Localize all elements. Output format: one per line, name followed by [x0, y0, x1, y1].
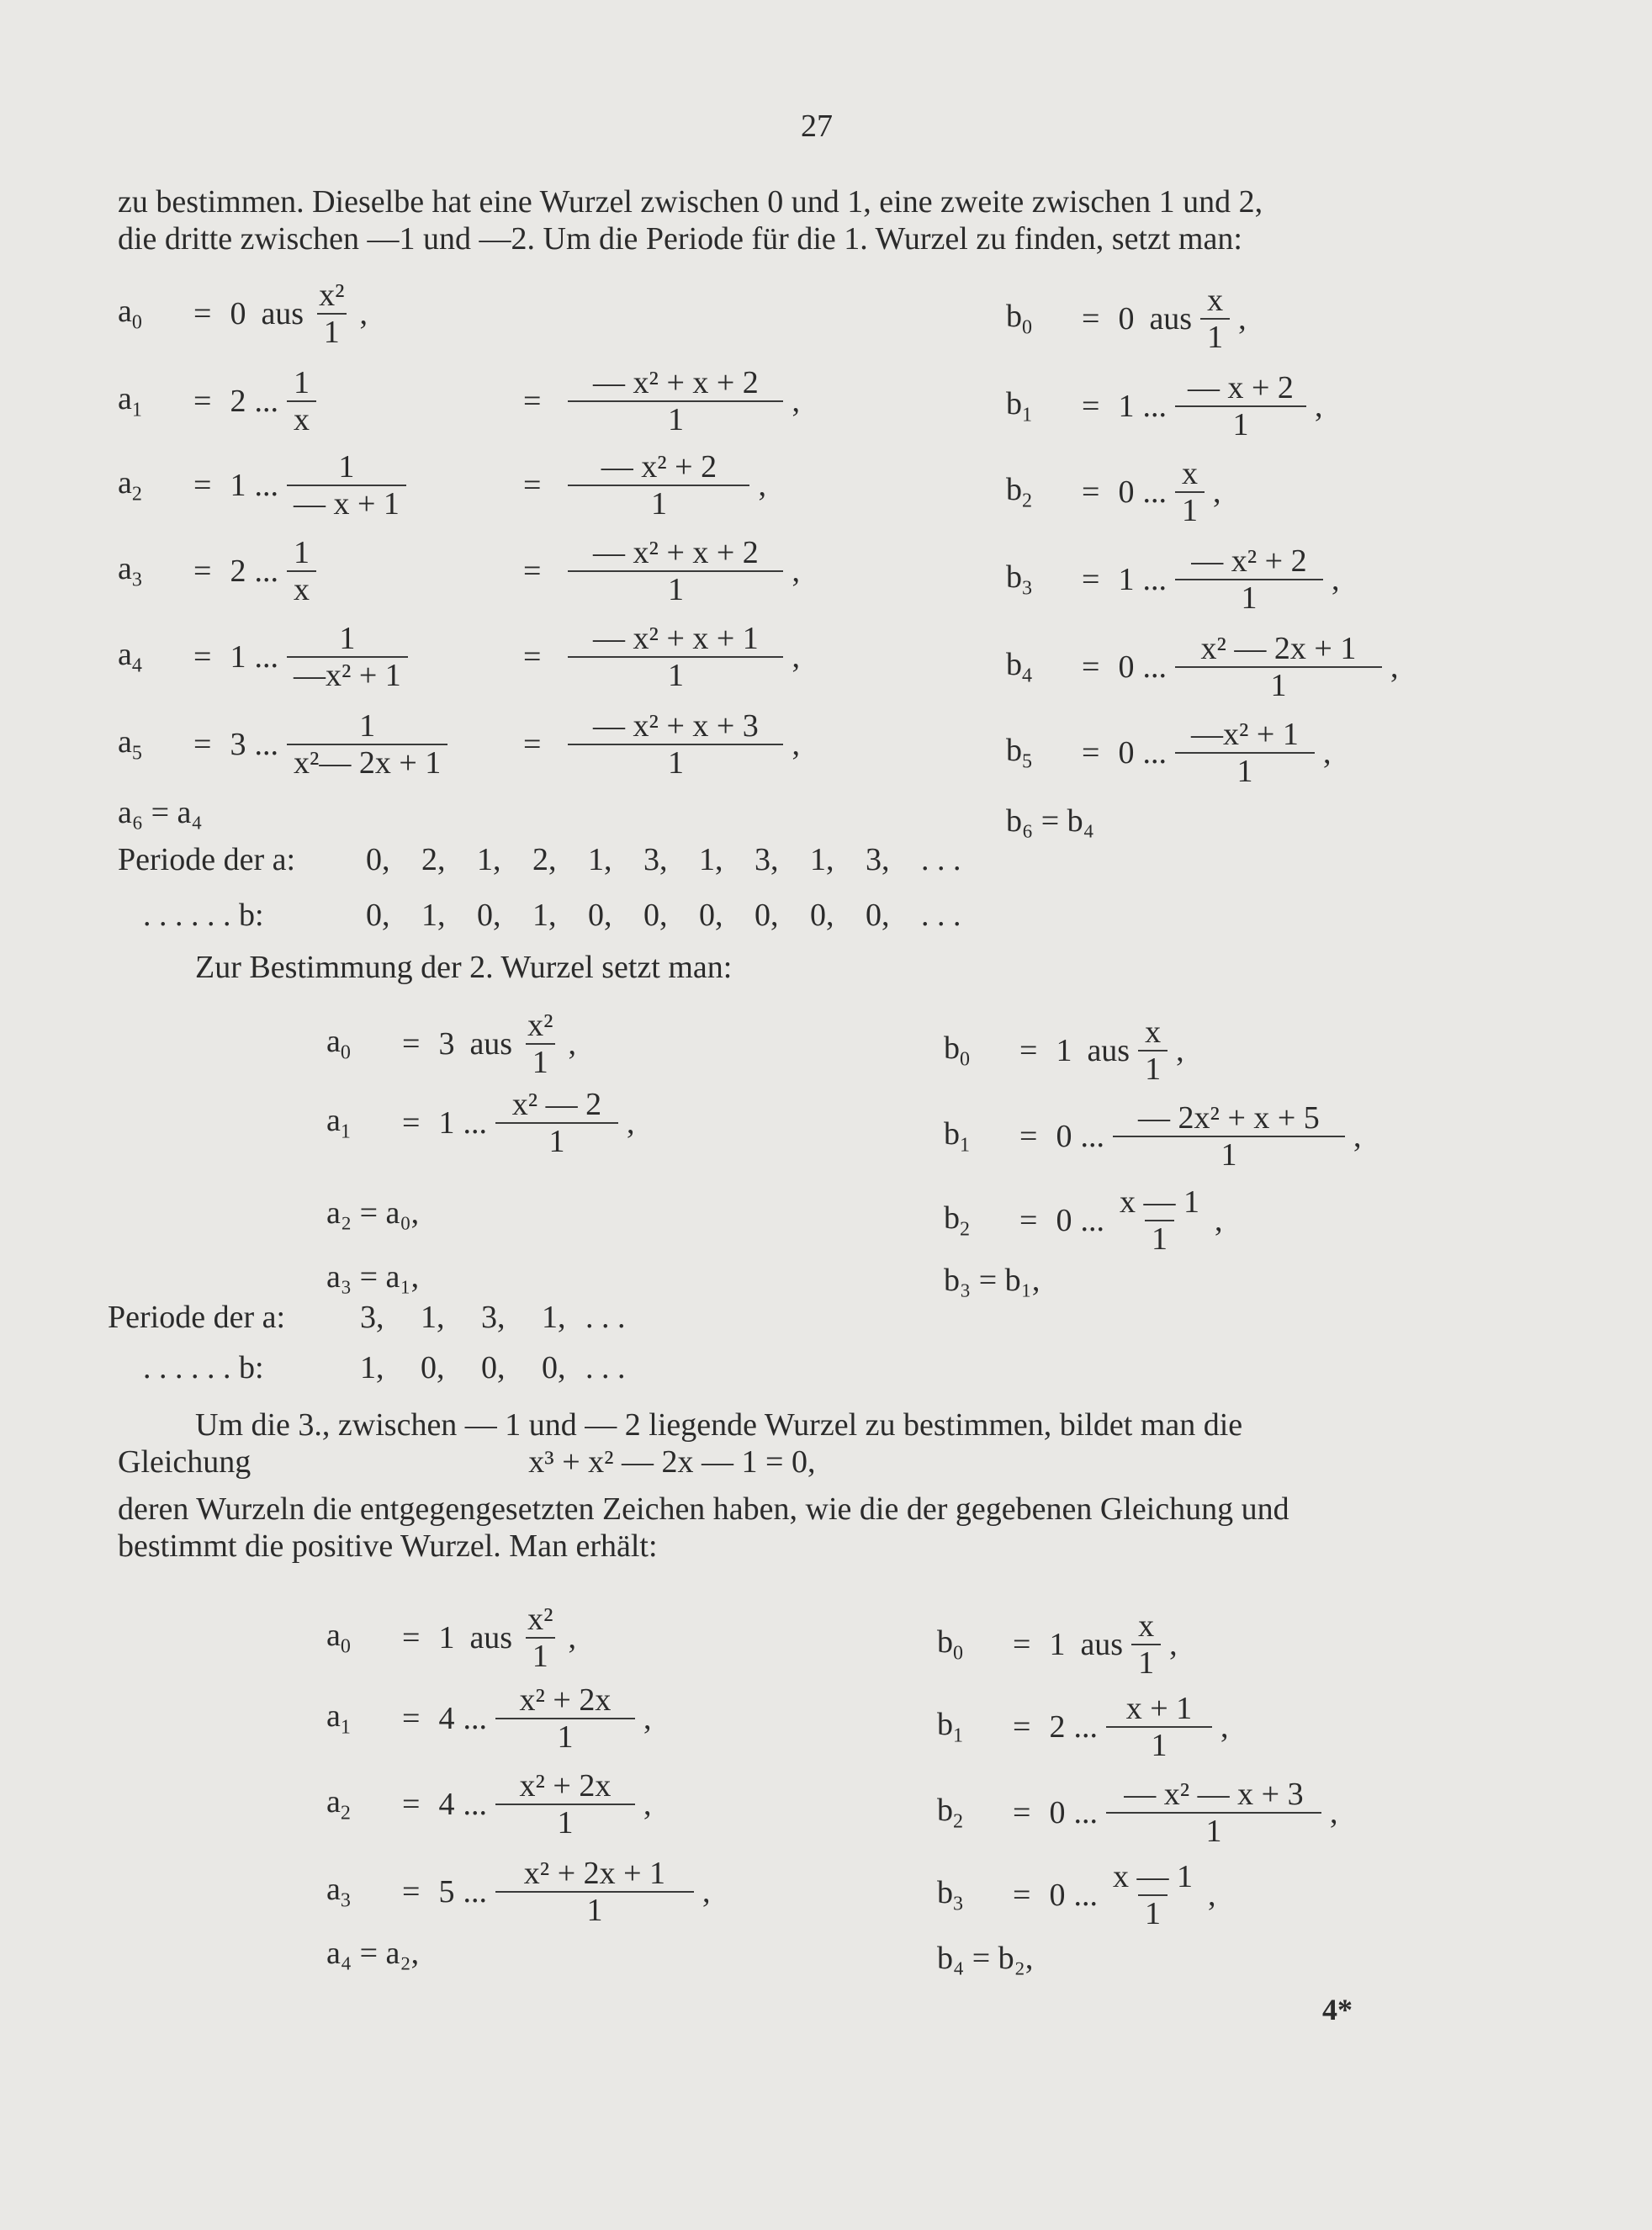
page-number: 27: [801, 109, 833, 144]
root2-a0-row: $a_0$ = 3 aus $\frac{\text{x²}}{1}$ ,: [326, 1008, 576, 1080]
intro-paragraph: [118, 183, 1497, 257]
root1-a1-result: = $\frac{\text{— x² + x + 2}}{1}$ ,: [523, 365, 800, 437]
fraction: $\frac{x}{1}$: [1138, 1014, 1168, 1087]
root2-b1-row: $b_1$ = 0 ... $\frac{\text{— 2x² + x + 5}}{1}$ ,: [944, 1100, 1362, 1173]
fraction: $\frac{x}{1}$: [1131, 1608, 1161, 1681]
fraction: $\frac{x}{1}$: [1175, 456, 1205, 528]
var-label: $a_0$: [118, 294, 142, 334]
fraction: $\frac{\text{—x² + 1}}{1}$: [1175, 717, 1315, 789]
root3-b1-row: $b_1$ = 2 ... $\frac{x + 1}{1}$ ,: [937, 1691, 1229, 1763]
fraction: $\frac{\text{— x² + x + 1}}{1}$: [568, 621, 783, 693]
root2-b3-equality: b₃ = b₁,: [944, 1263, 1040, 1298]
root2-period-b: . . . . . . b: 1, 0, 0, 0, . . .: [143, 1350, 626, 1385]
root3-a3-row: $a_3$ = 5 ... $\frac{\text{x² + 2x + 1}}{1}$ ,: [326, 1856, 711, 1928]
fraction: $\frac{1}{x}$: [287, 365, 316, 437]
root3-a1-row: $a_1$ = 4 ... $\frac{\text{x² + 2x}}{1}$ ,: [326, 1682, 652, 1755]
root1-a4-row: $a_4$ = 1 ... $\frac{1}{\text{—x² + 1}}$: [118, 621, 416, 693]
root2-a3-equality: a₃ = a₁,: [326, 1259, 420, 1295]
root1-a0-row: $a_0$ = 0 aus $\frac{\text{x²}}{1}$ ,: [118, 278, 368, 350]
fraction: $\frac{\text{— x² + 2}}{1}$: [568, 449, 749, 522]
root2-a2-equality: a₂ = a₀,: [326, 1195, 420, 1231]
root2-heading: Zur Bestimmung der 2. Wurzel setzt man:: [195, 950, 733, 985]
fraction: $\frac{\text{— 2x² + x + 5}}{1}$: [1113, 1100, 1345, 1173]
root1-a5-result: = $\frac{\text{— x² + x + 3}}{1}$ ,: [523, 708, 800, 781]
root3-a4-equality: a₄ = a₂,: [326, 1936, 420, 1971]
root1-b4-row: $b_4$ = 0 ... $\frac{\text{x² — 2x + 1}}{1}$ ,: [1006, 631, 1399, 703]
fraction: $\frac{x + 1}{1}$: [1106, 1691, 1212, 1763]
root1-a4-result: = $\frac{\text{— x² + x + 1}}{1}$ ,: [523, 621, 800, 693]
fraction: $\frac{\text{x²}}{1}$: [521, 1008, 559, 1080]
root3-paragraph: [118, 1406, 1497, 1565]
fraction: $\frac{x — 1}{1}$: [1119, 1184, 1199, 1257]
root2-b0-row: $b_0$ = 1 aus $\frac{x}{1}$ ,: [944, 1014, 1184, 1087]
root3-b0-row: $b_0$ = 1 aus $\frac{x}{1}$ ,: [937, 1608, 1178, 1681]
root1-b3-row: $b_3$ = 1 ... $\frac{\text{— x² + 2}}{1}$ ,: [1006, 543, 1340, 616]
gleichung-line: [118, 1443, 1497, 1480]
root3-b3-row: $b_3$ = 0 ... $\frac{x — 1}{1}$ ,: [937, 1859, 1216, 1931]
para3-line-3: bestimmt die positive Wurzel. Man erhält:: [118, 1528, 658, 1564]
root3-b4-equality: b₄ = b₂,: [937, 1941, 1034, 1976]
root1-a5-row: $a_5$ = 3 ... $\frac{1}{\text{x²— 2x + 1}}$: [118, 708, 456, 781]
root2-period-a: Periode der a: 3, 1, 3, 1, . . .: [108, 1300, 626, 1335]
fraction: $\frac{— x + 2}{1}$: [1175, 370, 1306, 442]
fraction: $\frac{1}{\text{x²— 2x + 1}}$: [287, 708, 447, 781]
root3-b2-row: $b_2$ = 0 ... $\frac{\text{— x² — x + 3}}{1}$ ,: [937, 1777, 1338, 1849]
gleichung-label: Gleichung: [118, 1444, 252, 1480]
root3-a2-row: $a_2$ = 4 ... $\frac{\text{x² + 2x}}{1}$ ,: [326, 1768, 652, 1841]
sheet-signature-mark: 4*: [1322, 1993, 1353, 2026]
fraction: $\frac{x}{1}$: [1200, 283, 1230, 355]
root2-b2-row: $b_2$ = 0 ... $\frac{x — 1}{1}$ ,: [944, 1184, 1223, 1257]
root2-a1-row: $a_1$ = 1 ... $\frac{\text{x² — 2}}{1}$ ,: [326, 1087, 635, 1159]
fraction: $\frac{\text{x² + 2x + 1}}{1}$: [495, 1856, 694, 1928]
root1-a6-equality: a₆ = a₄: [118, 795, 203, 830]
intro-line-1: zu bestimmen. Dieselbe hat eine Wurzel zwischen 0 und 1, eine zweite zwischen 1 und 2,: [118, 184, 1263, 220]
para3-line-2: deren Wurzeln die entgegengesetzten Zeichen haben, wie die der gegebenen Gleichung und: [118, 1491, 1289, 1527]
intro-line-2: die dritte zwischen —1 und —2. Um die Periode für die 1. Wurzel zu finden, setzt man:: [118, 221, 1242, 257]
fraction: $\frac{\text{x² + 2x}}{1}$: [495, 1682, 635, 1755]
root3-a0-row: $a_0$ = 1 aus $\frac{\text{x²}}{1}$ ,: [326, 1602, 576, 1674]
root1-a1-row: $a_1$ = 2 ... $\frac{1}{x}$: [118, 365, 325, 437]
fraction: $\frac{\text{x² + 2x}}{1}$: [495, 1768, 635, 1841]
fraction: $\frac{1}{x}$: [287, 535, 316, 607]
fraction: $\frac{1}{— x + 1}$: [287, 449, 406, 522]
fraction: $\frac{\text{— x² + 2}}{1}$: [1175, 543, 1323, 616]
root1-a3-result: = $\frac{\text{— x² + x + 2}}{1}$ ,: [523, 535, 800, 607]
fraction: $\frac{x — 1}{1}$: [1112, 1859, 1193, 1931]
root1-a3-row: $a_3$ = 2 ... $\frac{1}{x}$: [118, 535, 325, 607]
root1-b0-row: $b_0$ = 0 aus $\frac{x}{1}$ ,: [1006, 283, 1247, 355]
root1-b1-row: $b_1$ = 1 ... $\frac{— x + 2}{1}$ ,: [1006, 370, 1323, 442]
fraction: $\frac{\text{x² — 2x + 1}}{1}$: [1175, 631, 1382, 703]
root1-b2-row: $b_2$ = 0 ... $\frac{x}{1}$ ,: [1006, 456, 1221, 528]
root1-b6-equality: b₆ = b₄: [1006, 803, 1094, 839]
fraction: $\frac{\text{x² — 2}}{1}$: [495, 1087, 618, 1159]
root1-a2-row: $a_2$ = 1 ... $\frac{1}{— x + 1}$: [118, 449, 415, 522]
fraction: $\frac{\text{— x² — x + 3}}{1}$: [1106, 1777, 1321, 1849]
root1-period-b: . . . . . . b: 0, 1, 0, 1, 0, 0, 0, 0, 0, 0, . . .: [143, 898, 961, 933]
fraction: $\frac{\text{— x² + x + 3}}{1}$: [568, 708, 783, 781]
fraction: $\frac{\text{— x² + x + 2}}{1}$: [568, 365, 783, 437]
equation: x³ + x² — 2x — 1 = 0,: [528, 1444, 816, 1480]
root1-a2-result: = $\frac{\text{— x² + 2}}{1}$ ,: [523, 449, 766, 522]
fraction: $\frac{\text{— x² + x + 2}}{1}$: [568, 535, 783, 607]
root1-period-a: Periode der a: 0, 2, 1, 2, 1, 3, 1, 3, 1, 3, . . .: [118, 842, 961, 877]
value: 0: [230, 296, 246, 331]
fraction: $\frac{1}{\text{—x² + 1}}$: [287, 621, 408, 693]
word: aus: [261, 296, 304, 331]
root1-b5-row: $b_5$ = 0 ... $\frac{\text{—x² + 1}}{1}$ ,: [1006, 717, 1332, 789]
para3-line-1: Um die 3., zwischen — 1 und — 2 liegende Wurzel zu bestimmen, bildet man die: [195, 1407, 1243, 1443]
fraction: $\frac{\text{x²}}{1}$: [521, 1602, 559, 1674]
fraction: $\frac{\text{x²}}{1}$: [312, 278, 351, 350]
